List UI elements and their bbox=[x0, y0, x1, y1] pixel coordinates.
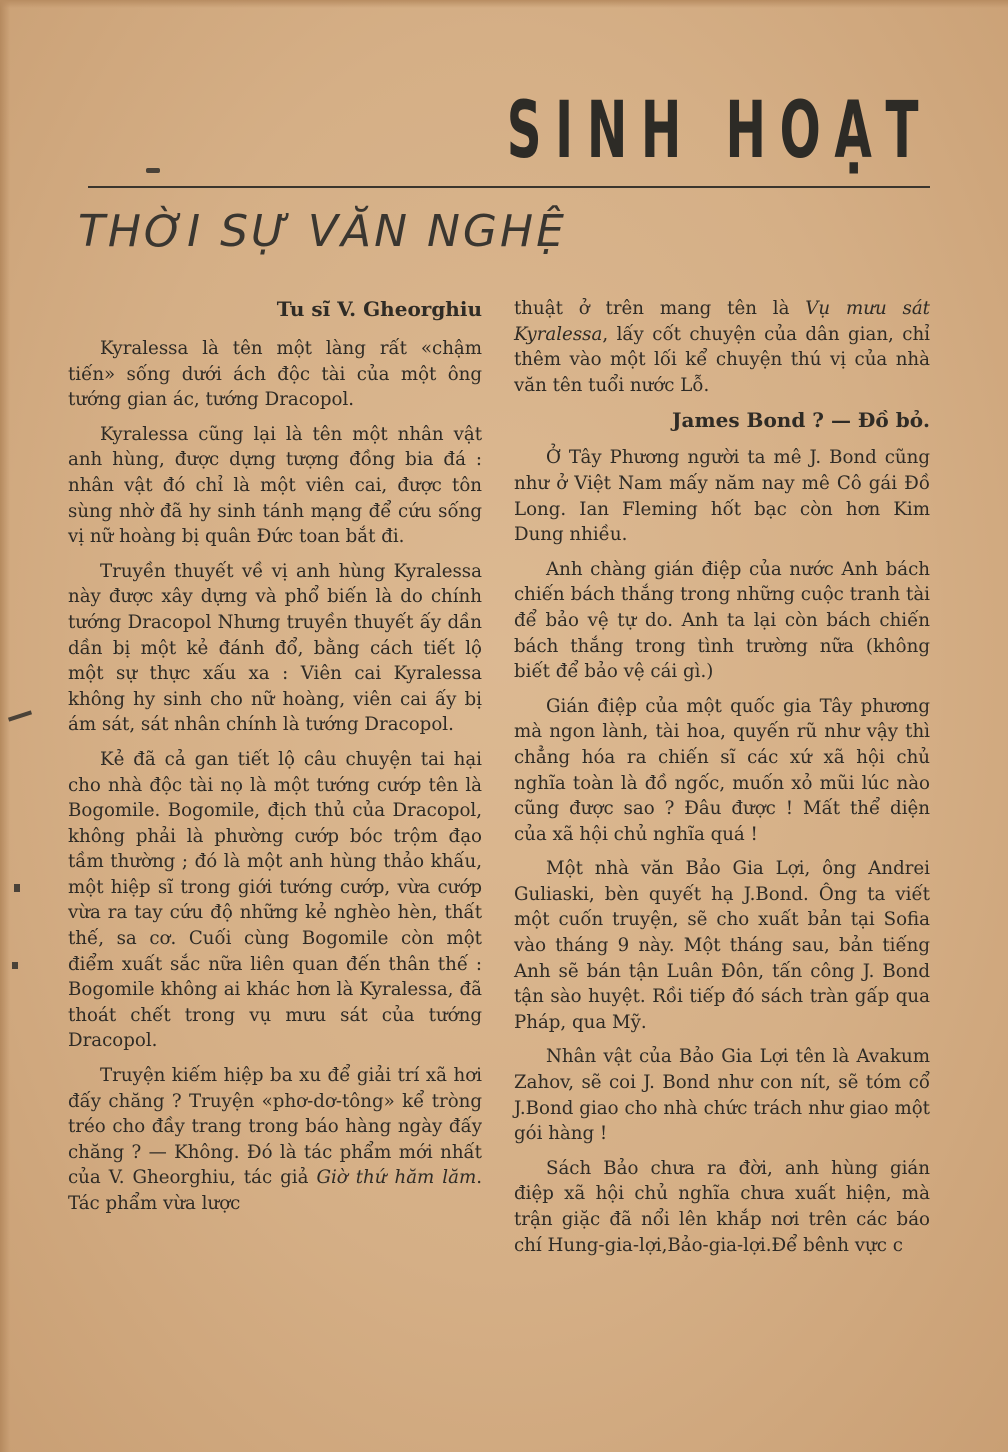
page-edge-shadow-left bbox=[0, 0, 10, 1452]
article-heading-james-bond: James Bond ? — Đồ bỏ. bbox=[672, 408, 930, 433]
book-title-italic: Giờ thứ hăm lăm bbox=[316, 1167, 477, 1189]
masthead-title: SINH HOẠT bbox=[506, 86, 932, 176]
ink-blot-mark bbox=[146, 168, 160, 173]
header-rule bbox=[88, 186, 930, 188]
paragraph: Anh chàng gián điệp của nước Anh bách chiến bách thắng trong những cuộc tranh tài để bảo vệ tự do. Anh ta lại còn bách chiến bách thắng trong tình trường nữa (không biết để bảo vệ cái gì.) bbox=[514, 558, 930, 683]
paragraph: Kyralessa là tên một làng rất «chậm tiến» sống dưới ách độc tài của một ông tướng gian ác, tướng Dracopol. bbox=[68, 338, 482, 411]
margin-mark bbox=[12, 962, 18, 969]
margin-mark bbox=[14, 884, 20, 892]
paragraph-text: . Tác phẩm vừa lược bbox=[68, 1167, 482, 1214]
paragraph-last bbox=[68, 1063, 482, 1217]
paragraph-text: , lấy cốt chuyện của dân gian, chỉ thêm vào một lối kể chuyện thú vị của nhà văn tên tuổi nước Lỗ. bbox=[514, 323, 930, 396]
article-heading-gheorghiu: Tu sĩ V. Gheorghiu bbox=[276, 297, 482, 321]
paragraph-continuation bbox=[514, 296, 930, 398]
paragraph: Truyền thuyết về vị anh hùng Kyralessa này được xây dựng và phổ biến là do chính tướng Dracopol Nhưng truyền thuyết ấy dần dần bị một kẻ đánh đổ, bằng cách tiết lộ một sự thực xấu xa : Viên cai Kyralessa không hy sinh cho nữ hoàng, viên cai ấy bị ám sát, sát nhân chính là tướng Dracopol. bbox=[68, 560, 482, 736]
paragraph: Sách Bảo chưa ra đời, anh hùng gián điệp xã hội chủ nghĩa chưa xuất hiện, mà trận giặc đã nổi lên khắp nơi trên các báo chí Hung-gia-lợi,Bảo-gia-lợi.Để bênh vực c bbox=[514, 1157, 930, 1256]
page-edge-shadow-top bbox=[0, 0, 1008, 8]
paragraph: Nhân vật của Bảo Gia Lợi tên là Avakum Zahov, sẽ coi J. Bond như con nít, sẽ tóm cổ J.Bond giao cho nhà chức trách như giao một gói hàng ! bbox=[514, 1046, 930, 1145]
paragraph: Một nhà văn Bảo Gia Lợi, ông Andrei Guliaski, bèn quyết hạ J.Bond. Ông ta viết một cuốn truyện, sẽ cho xuất bản tại Sofia vào tháng 9 này. Một tháng sau, bản tiếng Anh sẽ bán tận Luân Đôn, tấn công J. Bond tận sào huyệt. Rồi tiếp đó sách tràn gấp qua Pháp, qua Mỹ. bbox=[514, 858, 930, 1033]
left-column bbox=[68, 296, 482, 1226]
paragraph: Ở Tây Phương người ta mê J. Bond cũng như ở Việt Nam mấy năm nay mê Cô gái Đồ Long. Ian Fleming hốt bạc còn hơn Kim Dung nhiều. bbox=[514, 447, 930, 546]
paragraph: Kẻ đã cả gan tiết lộ câu chuyện tai hại cho nhà độc tài nọ là một tướng cướp tên là Bogomile. Bogomile, địch thủ của Dracopol, không phải là phường cướp bóc trộm đạo tầm thường ; đó là một anh hùng thảo khấu, một hiệp sĩ trong giới tướng cướp, vừa cướp vừa ra tay cứu độ những kẻ nghèo hèn, thất thế, sa cơ. Cuối cùng Bogomile còn một điểm xuất sắc nữa liên quan đến thân thế : Bogomile không ai khác hơn là Kyralessa, đã thoát chết trong vụ mưu sát của tướng Dracopol. bbox=[68, 748, 482, 1052]
paragraph: Kyralessa cũng lại là tên một nhân vật anh hùng, được dựng tượng đồng bia đá : nhân vật đó chỉ là một viên cai, được tôn sùng nhờ đã hy sinh tánh mạng để cứu sống vị nữ hoàng bị quân Đức toan bắt đi. bbox=[68, 423, 482, 548]
paragraph-text: thuật ở trên mang tên là bbox=[514, 298, 806, 319]
section-title: THỜI SỰ VĂN NGHỆ bbox=[78, 206, 567, 257]
paragraph-text: Truyện kiếm hiệp ba xu để giải trí xã hơi đấy chăng ? Truyện «phơ-dơ-tông» kể tròng tréo cho đầy trang trong báo hàng ngày đấy chăng ? — Không. Đó là tác phẩm mới nhất của V. Gheorghiu, tác giả bbox=[68, 1065, 482, 1189]
paragraph: Gián điệp của một quốc gia Tây phương mà ngon lành, tài hoa, quyến rũ như vậy thì chẳng hóa ra chiến sĩ các xứ xã hội chủ nghĩa toàn là đồ ngốc, muốn xỏ mũi lúc nào cũng được sao ? Đâu được ! Mất thể diện của xã hội chủ nghĩa quá ! bbox=[514, 695, 930, 845]
book-title-italic: Vụ mưu sát Kyralessa bbox=[514, 298, 930, 345]
right-column bbox=[514, 296, 930, 1267]
